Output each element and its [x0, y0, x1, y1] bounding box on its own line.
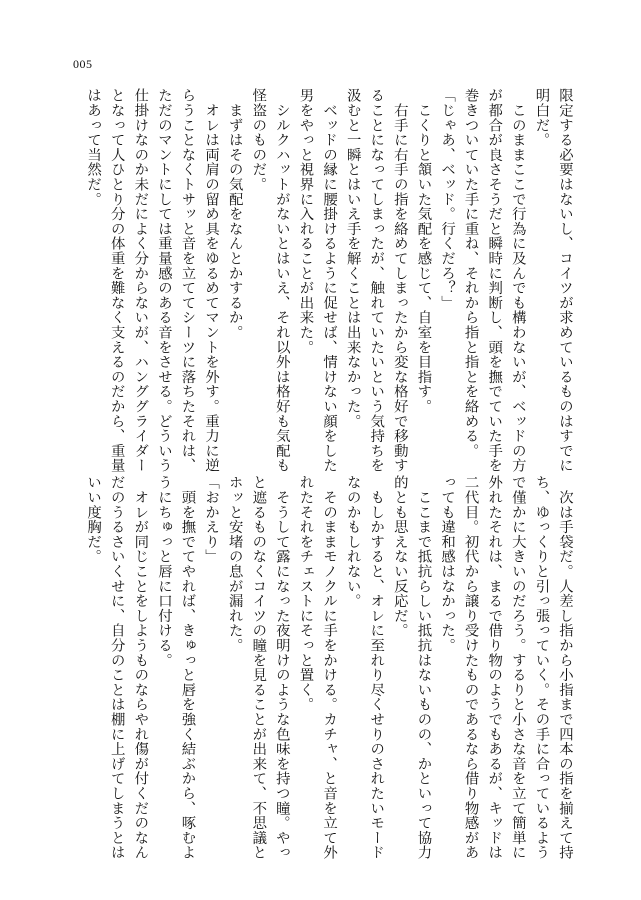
text-line: オレは両肩の留め具をゆるめてマントを外す。重力に逆: [203, 88, 220, 473]
text-line: 明白だ。: [533, 88, 550, 148]
text-line: ち、ゆっくりと引っ張っていく。その手に合っているよう: [533, 475, 550, 860]
text-line: ベッドの縁に腰掛けるように促せば、情けない顔をした: [321, 88, 338, 473]
text-line: だのうるさいくせに、自分のことは棚に上げてしまうとは: [108, 475, 125, 860]
text-line: らうことなくトサッと音を立ててシーツに落ちたそれは、: [179, 88, 196, 473]
text-line: 二代目。初代から譲り受けたものであるなら借り物感があ: [462, 475, 479, 860]
text-line: はあって当然だ。: [85, 88, 102, 207]
text-line: 的とも思えない反応だ。: [391, 475, 408, 638]
text-line: 汲むと一瞬とはいえ手を解くことは出来なかった。: [344, 88, 361, 429]
text-line: 仕掛けなのか未だによく分からないが、ハンググライダー: [132, 88, 149, 473]
text-line: 「おかえり」: [203, 475, 220, 564]
text-line: うにちゅっと唇に口付ける。: [155, 475, 172, 668]
text-line: で僅かに大きいのだろう。するりと小さな音を立て簡単に: [509, 475, 526, 860]
text-line: 右手に右手の指を絡めてしまったから変な格好で移動す: [391, 88, 408, 473]
text-line: 「じゃあ、ベッド。行くだろ？」: [439, 88, 456, 310]
text-line: っても違和感はなかった。: [439, 475, 456, 653]
lower-text-block: [81, 475, 576, 860]
text-line: シルクハットがないとはいえ、それ以外は格好も気配も: [273, 88, 290, 473]
text-line: 巻きついていた手に重ね、それから指と指とを絡める。: [462, 88, 479, 458]
text-line: 頭を撫でてやれば、きゅっと唇を強く結ぶから、啄むよ: [179, 475, 196, 860]
text-line: いい度胸だ。: [85, 475, 102, 564]
upper-text-block: [81, 88, 576, 473]
text-line: 限定する必要はないし、コイツが求めているものはすでに: [557, 88, 573, 473]
text-line: そのままモノクルに手をかける。カチャ、と音を立て外: [321, 475, 338, 860]
text-line: 男をやっと視界に入れることが出来た。: [297, 88, 314, 355]
text-line: 外れたそれは、まるで借り物のようでもあるが、キッドは: [486, 475, 503, 860]
text-line: れたそれをチェストにそっと置く。: [297, 475, 314, 712]
text-line: ホッと安堵の息が漏れた。: [226, 475, 243, 653]
text-line: ここまで抵抗らしい抵抗はないものの、かといって協力: [415, 475, 432, 860]
text-line: が都合が良さそうだと瞬時に判断し、頭を撫でていた手を: [486, 88, 503, 473]
text-line: ただのマントにしては重量感のある音をさせる。どういう: [155, 88, 172, 473]
text-line: そうして露になった夜明けのような色味を持つ瞳。やっ: [273, 475, 290, 860]
text-line: もしかすると、オレに至れり尽くせりのされたいモード: [368, 475, 385, 860]
text-line: こくりと頷いた気配を感じて、自室を目指す。: [415, 88, 432, 414]
text-line: なのかもしれない。: [344, 475, 361, 609]
page-number: 005: [73, 57, 93, 71]
text-line: ることになってしまったが、触れていたいという気持ちを: [368, 88, 385, 473]
text-line: このままここで行為に及んでも構わないが、ベッドの方: [509, 88, 526, 473]
text-line: オレが同じことをしようものならやれ傷が付くだのなん: [132, 475, 149, 860]
text-line: まずはその気配をなんとかするか。: [226, 88, 243, 340]
text-line: となって人ひとり分の体重を難なく支えるのだから、重量: [108, 88, 125, 473]
text-line: 怪盗のものだ。: [250, 88, 267, 192]
text-line: 次は手袋だ。人差し指から小指まで四本の指を揃えて持: [557, 475, 573, 860]
text-line: と遮るものなくコイツの瞳を見ることが出来て、不思議と: [250, 475, 267, 860]
